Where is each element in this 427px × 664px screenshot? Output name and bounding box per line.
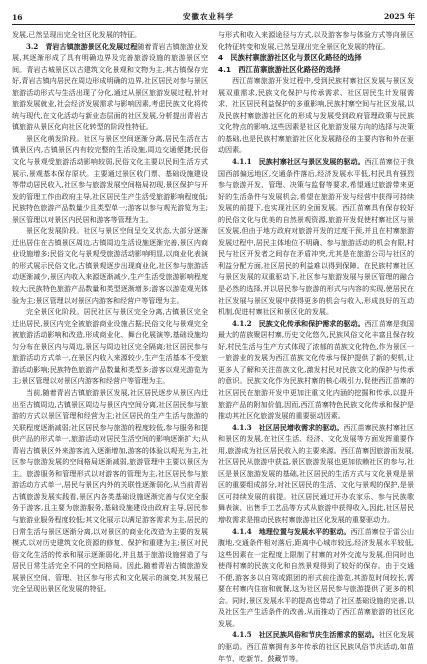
paragraph-text: 完全景区化阶段。居民社区与景区完全分离,古镇景区完全迁出居民,景区内完全被旅游商业设施占据;民俗文化与景观完全被旅游活动影响和改造,形成商业化、舞台化展演等,基础设施均匀分布在景区内与周边,景区与周边社区完全隔离;社区居民参与旅游活动方式单一,在景区内收入来源较少,生产生活基本不受旅游活动影响;民族特色旅游产品数量和类型多;游客以观光游览为主;景区管理以对景区内游客和经营户等管理为主。 — [12, 307, 208, 386]
paragraph-text: 社区化发展的驱动。西江苗寨拥有多年传承的社区民族风俗节庆活动,如苗年节、吃新节、鼓藏节等。 — [218, 630, 414, 663]
page-header — [12, 6, 415, 22]
body-paragraph — [12, 225, 208, 306]
body-paragraph — [218, 75, 414, 156]
paragraph-text: 景区化发展阶段。社区与景区空间呈交叉状态,大部分逐渐迁出居住在古镇景区周边,古镇周边生活设施逐渐完善,景区内商业设施增多;民俗文化与景观受旅游活动影响明显,以商业化表演的形式展示民俗文化,古镇景观逐步出现商业化,社区参与旅游活动逐渐减少,景区内收入来源逐渐减少,生产生活受旅游影响程度较大;民族特色旅游产品数量和类型逐渐增多;游客以游览观光体验为主;景区管理以对景区内游客和经营户等管理为主。 — [12, 226, 208, 305]
body-paragraph — [12, 387, 208, 595]
body-paragraph — [218, 156, 414, 318]
body-paragraph — [218, 29, 414, 52]
paragraph-text: 西江苗寨位于我国西部偏远地区,交通条件落后,经济发展水平低,村民具有强烈参与旅游开发、管理、决策与监督等要求,希望通过旅游带来更好的生活条件与发展机会,希望在旅游开发与经营中获得可持续发展的前提下,也实现社区的全面发展。西江苗寨具有保存较好的民俗文化与优美的自然景观资源,旅游开发促使村寨社区与景区发展,但由于地方政府对旅游开发的过度干预,并且在村寨旅游发展过程中,居民主体地位不明确、参与旅游活动的机会有限,村民与社区开发者之间存在矛盾冲突,尤其是在旅游公司与社区的利益分配方面,社区居民的利益难以得到保障。在民族村寨社区与景区发展的双重驱动下,社区参与旅游发展与景区管理的融合是必然的选择,并以居民参与旅游的形式与内容的实现,使居民在社区发展与景区发展中获得更多的机会与收入,形成良好的互动机制,促进村寨社区和景区化的发展。 — [218, 157, 414, 317]
subsection-heading: 4.1.2 民族文化传承和保护需求的驱动。 — [232, 318, 365, 328]
body-paragraph — [218, 629, 414, 664]
subsection-heading: 4.1.3 社区居民增收需求的驱动。 — [232, 422, 344, 432]
page-number: 16 — [12, 13, 23, 22]
paragraph-text: 景区化萌发阶段。社区与景区空间逐渐分离,居民生活在古镇景区内,古镇景区内有较完整的生活设施,周边交通便捷;民俗文化与景观受旅游活动影响较弱,民俗文化主要以民间生活方式展示,景观基本保存原状。主要通过景区收门票、基础设施建设等带动居民收入,社区参与旅游发展空间格局初现,景区保护与开发的管理工作由政府主导,社区居民生产生活受旅游影响程度低;民族特色旅游产品数量少且类型单一;游客以参与观光游览为主;景区管理以对景区内民居和游客等管理为主。 — [12, 133, 208, 224]
journal-year: 2025 年 — [384, 12, 415, 21]
paragraph-text: 随着青岩古镇旅游业发展,其逐渐形成了具有明确边界及完善旅游设施的旅游景区空间。青岩古城景区以古建筑文化景观和文物为主,其古镇保存完好,青岩古镇内居民在周边形成明确的边界,社区居民对参与景区旅游活动形式与生活出现了分化,通过从景区旅游发展过程,针对旅游发展就业,社会经济发展需求与影响因素,考虑民族文化将传统与现代,在文化活动与新业态层面的社区发展,分析提出青岩古镇旅游从景区化向社区化转型的阶段性特征。 — [12, 41, 208, 132]
header-rule — [12, 24, 415, 25]
body-paragraph — [218, 422, 414, 526]
body-paragraph — [218, 318, 414, 422]
paragraph-text: 与形式和收入来源途径与方式,以及游客参与体验方式等向景区化特征转变和发展,已然呈现出完全景区化发展的特征。 — [218, 30, 414, 51]
paragraph-text: 西江苗寨民族村寨社区和景区的发展,在社区生活、经济、文化发展等方面发挥重要作用,旅游成为社区居民收入的主要来源。西江苗寨因旅游而发展,社区居民从旅游中获益,景区旅游发展也更加依赖社区的参与,社区是景区旅游发展的基础,社区居民的生活方式与文化景观是景区的重要组成部分,对社区居民的生活、文化与景观的保护,是景区可持续发展的前提。社区居民通过开办农家乐、参与民族歌舞表演、出售手工艺品等方式从旅游中获得收入,因此,社区居民增收需求是推动民族村寨旅游社区化发展的重要驱动力。 — [218, 422, 414, 524]
right-column — [218, 29, 414, 663]
body-paragraph — [12, 29, 208, 41]
subsection-heading: 4.1.4 地理位置与发展水平的驱动。 — [232, 526, 351, 536]
body-paragraph — [12, 133, 208, 225]
paragraph-text: 发展,已然呈现出完全社区化发展的特征。 — [12, 30, 142, 39]
paragraph-text: 西江苗寨是我国最大的苗族聚居村寨,历史文化悠久,民族风俗文化丰富且保存较好,村民生活与生产方式体现了浓郁的苗族文化特色,作为景区一一旅游业的发展为西江苗族文化传承与保护提供了新的契机,让更多人了解和关注苗族文化,激发村民对民族文化的保护与传承的意识。民族文化作为民族村寨的核心吸引力,促使西江苗寨的社区居民在旅游开发中更加注重文化内涵的挖掘和传承,以提升旅游产品的附加价值,因而,西江苗寨特色民族文化传承和保护是推动其社区化旅游发展的重要驱动因素。 — [218, 318, 414, 421]
paragraph-text: 当前,随着青岩古镇旅游景区发展,社区居民逐步从景区内迁出至古镇周边,古镇景区周边与景区内空间分离,社区居民参与旅游的方式以景区管理和经营为主;社区居民的生产生活与旅游的关联程度逐渐减弱;社区居民参与旅游的程度较低,参与服务和提供产品的形式单一,旅游活动对居民生活空间的影响逐渐扩大;从青岩古镇景区外来游客流入逐渐增加,游客的体验以观光为主,社区参与旅游发展的空间格局逐渐减弱,旅游管理中主要以景区为主。旅游服务和管理形式以对游客的管理为主,社区居民参与旅游活动方式单一,居民与景区内外的关联性逐渐弱化,从当前青岩古镇旅游发展实践看,景区内各类基础设施逐渐完善与仅完全服务于游客,且主要为旅游服务,基础设施建设由政府主导,居民参与旅游业服务程度较低;其文化展示以满足游客需求为主,居民的日常生活与景区逐渐分离,以对景区的商业化改造为主要的发展模式,以对历史建筑文化资源的修复、保护和重建为主;景区对民俗文化生活的传承和展示逐渐弱化,并且基于旅游设施营造了与居民日常生活完全不同的空间格局。因此,随着青岩古镇旅游发展景区空间、管理、社区参与形式和文化展示的演变,其发展已完全呈现出景区化发展的特征。 — [12, 387, 208, 594]
subsection-heading: 3.2 青岩古镇旅游景区化发展过程 — [26, 41, 138, 51]
section-heading: 4 民族村寨旅游社区化与景区化路径的选择 — [218, 53, 362, 63]
body-paragraph — [218, 526, 414, 630]
paragraph-text: 西江苗寨位于雷公山腹地,交通条件相对落后,距离中心城市较远,经济发展水平较低,这些因素在一定程度上限制了村寨的对外交流与发展,但同时也使得村寨的民族文化和自然景观得到了较好的保存。由于交通不便,游客多以自驾或跟团的形式前往游览,其游览时间较长,需要在村寨内住宿和就餐,这为社区居民参与旅游提供了更多的机会。同时,景区发展水平的提高也带动了社区基础设施的完善,以及社区生产生活条件的改善,从而推动了西江苗寨旅游的社区化发展。 — [218, 526, 414, 628]
section-heading: 4.1 西江苗寨旅游社区化路径的选择 — [218, 64, 341, 74]
body-paragraph — [12, 306, 208, 387]
paragraph-text: 西江苗寨旅游开发过程中,受到民族村寨社区发展与景区发展双重需求,民族文化保护与传承需求、社区居民生计发展需求、社区居民利益保护的多重影响,民族村寨空间与社区发展,以及民族村寨旅游社区化的形成与发展受到政府管理政策与民族文化特点的影响,这些因素是社区化旅游发展方向的选择与决策的基础,也是民族村寨旅游社区化发展路径的主要内容和外在驱动因素。 — [218, 76, 414, 155]
journal-name: 安徽农业科学 — [183, 12, 234, 21]
left-column — [12, 29, 208, 625]
body-paragraph — [12, 41, 208, 133]
subsection-heading: 4.1.5 社区民族风俗和节庆生活需求的驱动。 — [232, 630, 379, 640]
two-column-body — [12, 29, 415, 663]
subsection-heading: 4.1.1 民族村寨社区与景区发展的驱动。 — [232, 157, 365, 167]
